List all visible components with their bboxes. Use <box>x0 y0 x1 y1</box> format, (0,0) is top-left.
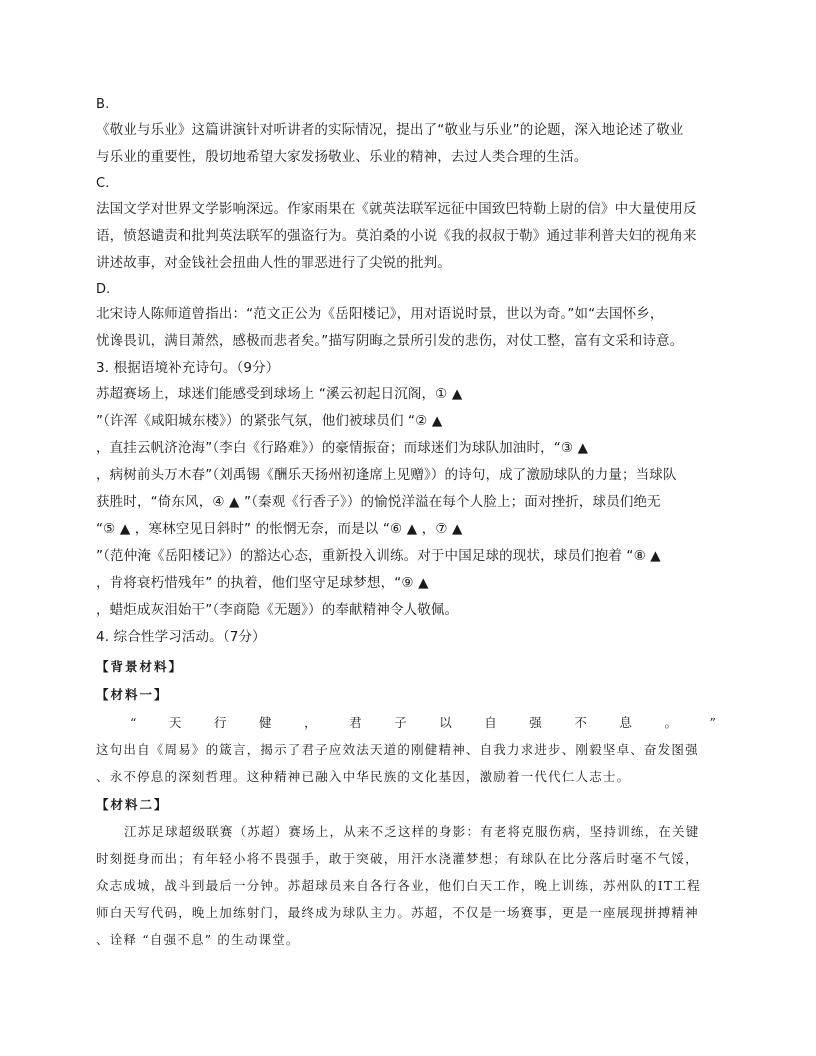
quote-char: 强 <box>529 715 542 730</box>
material-one-heading: 【材料一】 <box>96 687 169 702</box>
material-one-line: 、永不停息的深刻哲理。这种精神已融入中华民族的文化基因，激励着一代代仁人志士。 <box>96 769 631 784</box>
material-two-line: 师白天写代码，晚上加练射门，最终成为球队主力。苏超，不仅是一场赛事，更是一座展现拼搏精神 <box>96 905 699 920</box>
poem-fill-line: 苏超赛场上，球迷们能感受到球场上 “溪云初起日沉阁，① ▲ <box>96 386 463 402</box>
poem-fill-line: “⑤ ▲ ，寒林空见日斜时” 的怅惘无奈，而是以 “⑥ ▲ ，⑦ ▲ <box>96 521 463 537</box>
quote-char: ” <box>709 715 716 730</box>
quote-char: 天 <box>168 715 182 730</box>
quote-char: 自 <box>484 715 497 730</box>
option-c-line: 法国文学对世界文学影响深远。作家雨果在《就英法联军远征中国致巴特勒上尉的信》中大量使用反 <box>96 201 697 217</box>
material-two-heading: 【材料二】 <box>96 797 169 812</box>
option-b-line: 《敬业与乐业》这篇讲演针对听讲者的实际情况，提出了“敬业与乐业”的论题，深入地论述了敬业 <box>96 122 684 138</box>
quote-char: 君 <box>349 715 362 730</box>
option-d-line: 忧谗畏讥，满目萧然，感极而悲者矣。”描写阴晦之景所引发的悲伤，对仗工整，富有文采和诗意。 <box>96 333 684 349</box>
option-b-line: 与乐业的重要性，殷切地希望大家发扬敬业、乐业的精神，去过人类合理的生活。 <box>96 149 588 165</box>
material-two-line: 、诠释 “自强不息” 的生动课堂。 <box>96 932 300 947</box>
option-d-line: 北宋诗人陈师道曾指出：“范文正公为《岳阳楼记》，用对语说时景，世以为奇。”如“去国怀乡， <box>96 306 664 322</box>
question-3-title: 3. 根据语境补充诗句。（9分） <box>96 360 280 376</box>
material-one-line: 这句出自《周易》的箴言，揭示了君子应效法天道的刚健精神、自我力求进步、刚毅坚卓、奋发图强 <box>96 742 699 757</box>
option-d-label: D. <box>96 282 111 297</box>
poem-fill-line: ，蜡炬成灰泪始干”（李商隐《无题》）的奉献精神令人敬佩。 <box>96 602 459 618</box>
option-c-label: C. <box>96 176 110 191</box>
quote-char: “ <box>130 715 137 730</box>
quote-char: 子 <box>394 715 407 730</box>
quote-char: 行 <box>213 715 227 730</box>
material-one-quote <box>130 713 716 733</box>
material-two-line: 江苏足球超级联赛（苏超）赛场上，从来不乏这样的身影：有老将克服伤病，坚持训练，在关键 <box>124 824 700 839</box>
poem-fill-line: ”（范仲淹《岳阳楼记》）的豁达心态，重新投入训练。对于中国足球的现状，球员们抱着 “⑧ ▲ <box>96 548 661 564</box>
quote-char: 不 <box>574 715 587 730</box>
poem-fill-line: ，肯将衰朽惜残年” 的执着，他们坚守足球梦想，“⑨ ▲ <box>96 575 429 591</box>
poem-fill-line: ，直挂云帆济沧海”（李白《行路难》）的豪情振奋；而球迷们为球队加油时，“③ ▲ <box>96 440 589 456</box>
background-material-heading: 【背景材料】 <box>96 659 184 674</box>
option-c-line: 讲述故事，对金钱社会扭曲人性的罪恶进行了尖锐的批判。 <box>96 255 451 271</box>
quote-char: ， <box>304 715 317 730</box>
option-b-label: B. <box>96 97 110 112</box>
quote-char: 以 <box>439 715 452 730</box>
question-4-title: 4. 综合性学习活动。（7分） <box>96 629 266 645</box>
poem-fill-line: ，病树前头万木春”（刘禹锡《酬乐天扬州初逢席上见赠》）的诗句，成了激励球队的力量；当球队 <box>96 467 677 483</box>
material-two-line: 时刻挺身而出；有年轻小将不畏强手，敢于突破，用汗水浇灌梦想；有球队在比分落后时毫不气馁， <box>96 851 699 866</box>
quote-char: 息 <box>619 715 632 730</box>
poem-fill-line: 获胜时，“倚东风，④ ▲ ”（秦观《行香子》）的愉悦洋溢在每个人脸上；面对挫折，球员们绝无 <box>96 494 661 510</box>
poem-fill-line: ”（许浑《咸阳城东楼》）的紧张气氛，他们被球员们 “② ▲ <box>96 413 443 429</box>
material-two-line: 众志成城，战斗到最后一分钟。苏超球员来自各行各业，他们白天工作，晚上训练，苏州队的IT工程 <box>96 878 701 893</box>
quote-char: 健 <box>259 715 272 730</box>
option-c-line: 语，愤怒谴责和批判英法联军的强盗行为。莫泊桑的小说《我的叔叔于勒》通过菲利普夫妇的视角来 <box>96 228 697 244</box>
quote-char: 。 <box>664 715 677 730</box>
